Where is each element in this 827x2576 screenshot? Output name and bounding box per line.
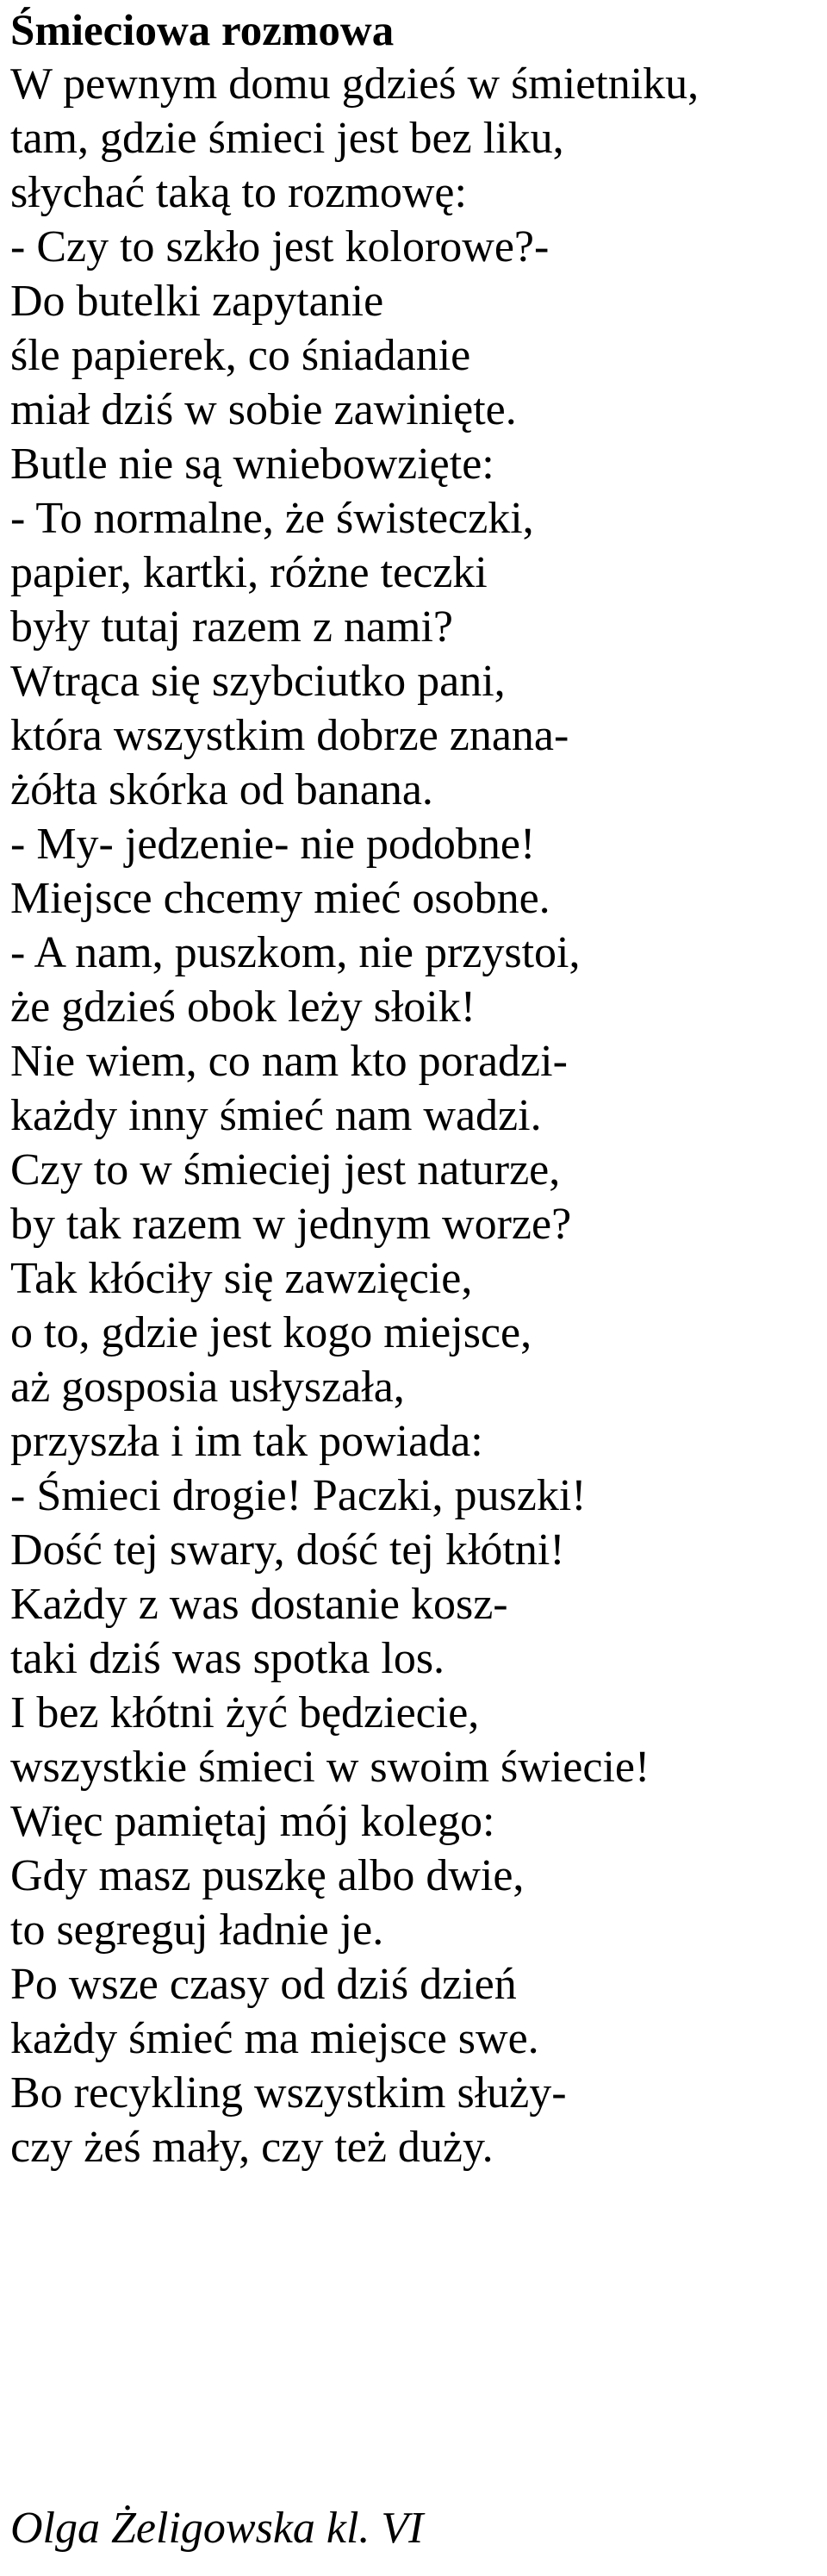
- poem-line: by tak razem w jednym worze?: [10, 1200, 572, 1249]
- poem-line: - To normalne, że świsteczki,: [10, 494, 534, 543]
- poem-line: W pewnym domu gdzieś w śmietniku,: [10, 59, 700, 109]
- poem-line: Czy to w śmieciej jest naturze,: [10, 1145, 561, 1194]
- poem-line: miał dziś w sobie zawinięte.: [10, 385, 517, 434]
- poem-line: każdy śmieć ma miejsce swe.: [10, 2014, 539, 2063]
- poem-line: wszystkie śmieci w swoim świecie!: [10, 1743, 650, 1792]
- poem-line: Butle nie są wniebowzięte:: [10, 440, 494, 489]
- poem-line: słychać taką to rozmowę:: [10, 168, 467, 217]
- poem-line: aż gosposia usłyszała,: [10, 1363, 405, 1412]
- poem-line: - A nam, puszkom, nie przystoi,: [10, 928, 581, 977]
- poem-line: czy żeś mały, czy też duży.: [10, 2123, 494, 2172]
- poem-title: Śmieciowa rozmowa: [10, 7, 395, 55]
- poem-line: Bo recykling wszystkim służy-: [10, 2068, 567, 2118]
- poem-line: która wszystkim dobrze znana-: [10, 711, 569, 760]
- poem-line: Tak kłóciły się zawzięcie,: [10, 1254, 473, 1303]
- poem-line: Więc pamiętaj mój kolego:: [10, 1797, 495, 1846]
- poem-line: przyszła i im tak powiada:: [10, 1417, 483, 1466]
- poem-body: [10, 57, 820, 2174]
- poem-line: były tutaj razem z nami?: [10, 602, 454, 652]
- poem-line: Wtrąca się szybciutko pani,: [10, 657, 506, 706]
- poem-line: Miejsce chcemy mieć osobne.: [10, 874, 550, 923]
- poem-line: Dość tej swary, dość tej kłótni!: [10, 1525, 565, 1575]
- poem-line: papier, kartki, różne teczki: [10, 548, 488, 597]
- poem-line: Każdy z was dostanie kosz-: [10, 1580, 508, 1629]
- poem-line: Nie wiem, co nam kto poradzi-: [10, 1037, 568, 1086]
- poem-line: Gdy masz puszkę albo dwie,: [10, 1851, 525, 1900]
- poem-container: [10, 5, 820, 2174]
- poem-line: Do butelki zapytanie: [10, 277, 384, 326]
- poem-line: - My- jedzenie- nie podobne!: [10, 820, 536, 869]
- poem-author: Olga Żeligowska kl. VI: [10, 2504, 424, 2553]
- poem-line: tam, gdzie śmieci jest bez liku,: [10, 114, 564, 163]
- poem-line: I bez kłótni żyć będziecie,: [10, 1688, 480, 1737]
- poem-line: to segreguj ładnie je.: [10, 1905, 384, 1955]
- poem-line: taki dziś was spotka los.: [10, 1634, 445, 1683]
- poem-line: Po wsze czasy od dziś dzień: [10, 1960, 517, 2009]
- poem-line: żółta skórka od banana.: [10, 765, 433, 814]
- poem-line: każdy inny śmieć nam wadzi.: [10, 1091, 542, 1140]
- poem-line: śle papierek, co śniadanie: [10, 331, 471, 380]
- poem-line: o to, gdzie jest kogo miejsce,: [10, 1308, 532, 1357]
- poem-line: - Śmieci drogie! Paczki, puszki!: [10, 1471, 587, 1520]
- poem-line: że gdzieś obok leży słoik!: [10, 982, 476, 1032]
- poem-line: - Czy to szkło jest kolorowe?-: [10, 222, 550, 271]
